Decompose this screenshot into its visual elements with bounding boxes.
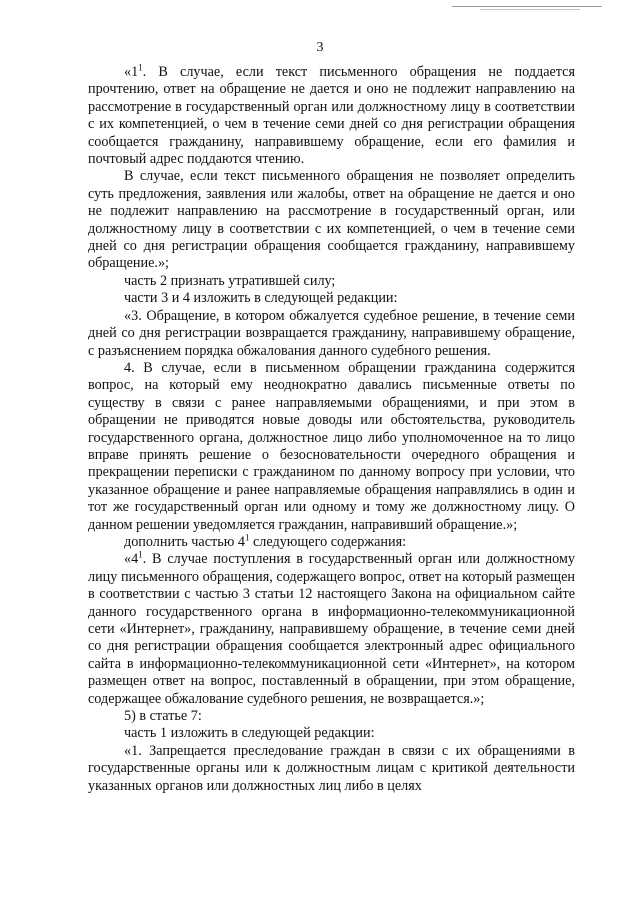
- paragraph-7: дополнить частью $4^1$ следующего содержания:: [124, 532, 407, 550]
- top-rule-line: [452, 6, 602, 7]
- top-rule-line-short: [480, 9, 580, 10]
- paragraph-11: «1. Запрещается преследование граждан в связи с их обращениями в государственные органы или к должностным лицам с критикой деятельности указанных органов или должностных лиц либо в целях: [88, 742, 575, 794]
- paragraph-10: часть 1 изложить в следующей редакции:: [124, 725, 375, 742]
- paragraph-6: 4. В случае, если в письменном обращении гражданина содержится вопрос, на который ему неоднократно давались письменные ответы по существу в связи с ранее направляемыми обращениями, и при этом в обращении не приводятся новые доводы или обстоятельства, руководитель государственного органа, должностное лицо либо уполномоченное на то лицо вправе принять решение о безосновательности очередного обращения и прекращении переписки с гражданином по данному вопросу при условии, что указанное обращение и ранее направляемые обращения направлялись в один и тот же государственный орган или одному и тому же должностному лицу. О данном решении уведомляется гражданин, направивший обращение.»;: [88, 359, 575, 533]
- document-body: [88, 64, 575, 795]
- paragraph-1: «$1^1$. В случае, если текст письменного обращения не поддается прочтению, ответ на обращение не дается и оно не подлежит направлению на рассмотрение в государственный орган или должностному лицу в соответствии с их компетенцией, о чем в течение семи дней со дня регистрации обращения сообщается гражданину, направившему обращение, если его фамилия и почтовый адрес поддаются чтению.: [88, 62, 575, 168]
- paragraph-2: В случае, если текст письменного обращения не позволяет определить суть предложения, заявления или жалобы, ответ на обращение не дается и оно не подлежит направлению на рассмотрение в государственный орган, или должностному лицу в соответствии с их компетенцией, о чем в течение семи дней со дня регистрации обращения сообщается гражданину, направившему обращение.»;: [88, 168, 575, 272]
- paragraph-8: «$4^1$. В случае поступления в государственный орган или должностному лицу письменного обращения, содержащего вопрос, ответ на который размещен в соответствии с частью 3 статьи 12 настоящего Закона на официальном сайте данного государственного органа в информационно-телекоммуникационной сети «Интернет», гражданину, направившему обращение, в течение семи дней со дня регистрации обращения сообщается электронный адрес официального сайта в информационно-телекоммуникационной сети «Интернет», на котором размещен ответ на вопрос, поставленный в обращении, при этом обращение, содержащее обжалование судебного решения, не возвращается.»;: [88, 549, 575, 707]
- paragraph-5: «3. Обращение, в котором обжалуется судебное решение, в течение семи дней со дня регистрации возвращается гражданину, направившему обращение, с разъяснением порядка обжалования данного судебного решения.: [88, 307, 575, 359]
- paragraph-9: 5) в статье 7:: [124, 708, 202, 725]
- paragraph-4: части 3 и 4 изложить в следующей редакции:: [124, 290, 398, 307]
- paragraph-3: часть 2 признать утратившей силу;: [124, 272, 336, 289]
- page-number: 3: [316, 40, 324, 55]
